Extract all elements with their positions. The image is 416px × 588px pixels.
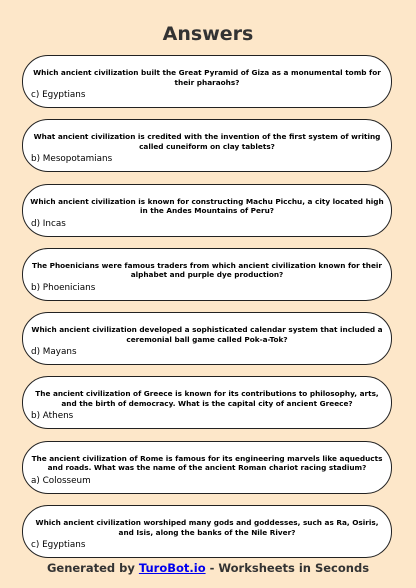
answer-text: b) Athens <box>31 411 74 422</box>
question-text: Which ancient civilization is known for constructing Machu Picchu, a city located high in the Andes Mountains of Peru? <box>30 196 384 216</box>
footer-prefix: Generated by <box>46 561 139 575</box>
answer-card-6 <box>22 376 392 429</box>
question-text: Which ancient civilization worshiped many gods and goddesses, such as Ra, Osiris, and Isis, along the banks of the Nile River? <box>35 518 379 537</box>
question-text: Which ancient civilization developed a sophisticated calendar system that included a ceremonial ball game called Pok-a-Tok? <box>31 325 383 344</box>
answer-text: c) Egyptians <box>31 540 86 551</box>
answer-card-4 <box>22 248 392 301</box>
answer-list <box>22 55 392 569</box>
answer-text: d) Incas <box>31 218 66 229</box>
answer-text: b) Phoenicians <box>31 282 96 293</box>
question-text: What ancient civilization is credited with the invention of the first system of writing called cuneiform on clay tablets? <box>33 132 381 151</box>
question-text: Which ancient civilization built the Great Pyramid of Giza as a monumental tomb for their pharaohs? <box>33 68 381 87</box>
answer-card-3 <box>22 184 392 237</box>
answer-text: a) Colosseum <box>31 475 91 486</box>
answer-card-5 <box>22 312 392 365</box>
answer-card-7 <box>22 441 392 494</box>
answer-card-1 <box>22 55 392 108</box>
turobot-link[interactable]: TuroBot.io <box>138 561 206 575</box>
question-text: The ancient civilization of Rome is famous for its engineering marvels like aqueducts and roads. What was the name of the ancient Roman chariot racing stadium? <box>31 453 383 473</box>
answer-card-8 <box>22 505 392 558</box>
answer-card-2 <box>22 119 392 172</box>
footer <box>0 560 416 576</box>
question-text: The ancient civilization of Greece is known for its contributions to philosophy, arts, and the birth of democracy. What is the capital city of ancient Greece? <box>35 389 379 409</box>
answer-text: c) Egyptians <box>31 90 86 100</box>
answer-text: b) Mesopotamians <box>31 154 113 165</box>
page-title: Answers <box>162 23 254 45</box>
question-text: The Phoenicians were famous traders from which ancient civilization known for their alphabet and purple dye production? <box>31 260 383 280</box>
answer-text: d) Mayans <box>31 347 77 358</box>
footer-suffix: - Worksheets in Seconds <box>205 561 370 575</box>
